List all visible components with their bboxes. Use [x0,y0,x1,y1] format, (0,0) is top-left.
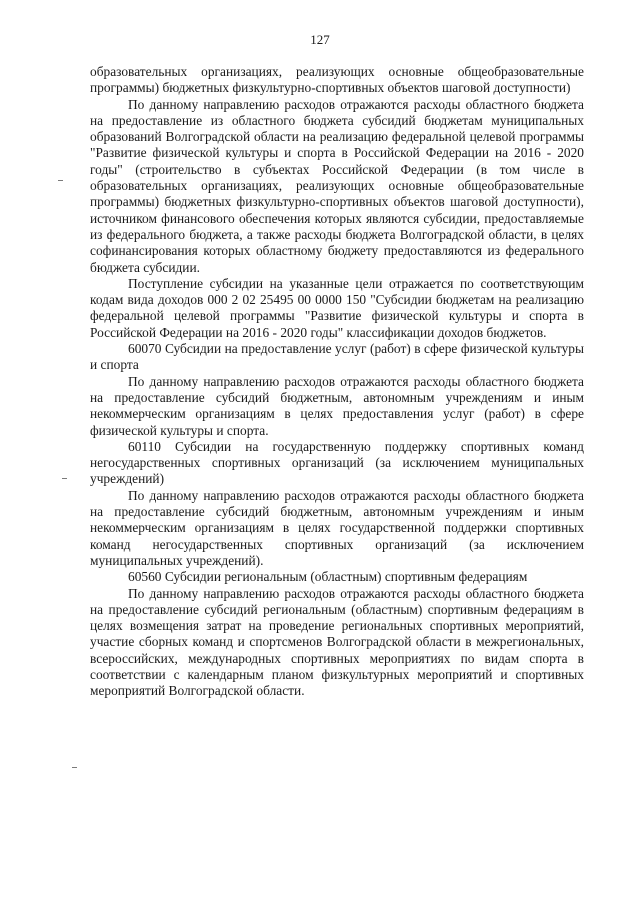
paragraph-income-codes: Поступление субсидии на указанные цели отражается по соответствующим кодам вида доходов 000 2 02 25495 00 0000 150 "Субсидии бюджетам на реализацию федеральной целевой программы "Развитие физической культуры и спорта в Российской Федерации на 2016 - 2020 годы" классификации доходов бюджетов. [90,275,584,340]
section-heading-60070: 60070 Субсидии на предоставление услуг (работ) в сфере физической культуры и спорта [90,341,584,373]
scan-speck [72,767,77,768]
scan-speck [62,478,67,479]
page-number: 127 [310,32,330,47]
paragraph-description: По данному направлению расходов отражаются расходы областного бюджета на предоставление субсидий бюджетным, автономным учреждениям и иным некоммерческим организациям в целях государственной поддержки спортивных команд негосударственных спортивных организаций (за исключением муниципальных учреждений). [90,487,584,568]
paragraph-continuation: образовательных организациях, реализующих основные общеобразовательные программы) бюджетных физкультурно-спортивных объектов шаговой доступности) [90,64,584,96]
paragraph-description: По данному направлению расходов отражаются расходы областного бюджета на предоставление субсидий бюджетным, автономным учреждениям и иным некоммерческим организациям в целях предоставления услуг (работ) в сфере физической культуры и спорта. [90,373,584,438]
document-body [90,64,584,700]
paragraph-description: По данному направлению расходов отражаются расходы областного бюджета на предоставление из областного бюджета субсидий бюджетам муниципальных образований Волгоградской области на реализацию федеральной целевой программы "Развитие физической культуры и спорта в Российской Федерации на 2016 - 2020 годы" (строительство в субъектах Российской Федерации (в том числе в образовательных организациях, реализующих основные общеобразовательные программы) бюджетных физкультурно-спортивных объектов шаговой доступности), источником финансового обеспечения которых являются субсидии, предоставляемые из федерального бюджета, а также расходы бюджета Волгоградской области, в целях софинансирования которых областному бюджету предоставляются из федерального бюджета субсидии. [90,96,584,275]
section-heading-60110: 60110 Субсидии на государственную поддержку спортивных команд негосударственных спортивных организаций (за исключением муниципальных учреждений) [90,438,584,487]
paragraph-description: По данному направлению расходов отражаются расходы областного бюджета на предоставление субсидий региональным (областным) спортивным федерациям в целях возмещения затрат на проведение региональных спортивных мероприятий, участие сборных команд и спортсменов Волгоградской области в межрегиональных, всероссийских, международных спортивных мероприятиях по видам спорта в соответствии с календарным планом физкультурных мероприятий и спортивных мероприятий Волгоградской области. [90,585,584,699]
section-heading-60560: 60560 Субсидии региональным (областным) спортивным федерациям [128,569,528,585]
scan-speck [58,180,63,181]
